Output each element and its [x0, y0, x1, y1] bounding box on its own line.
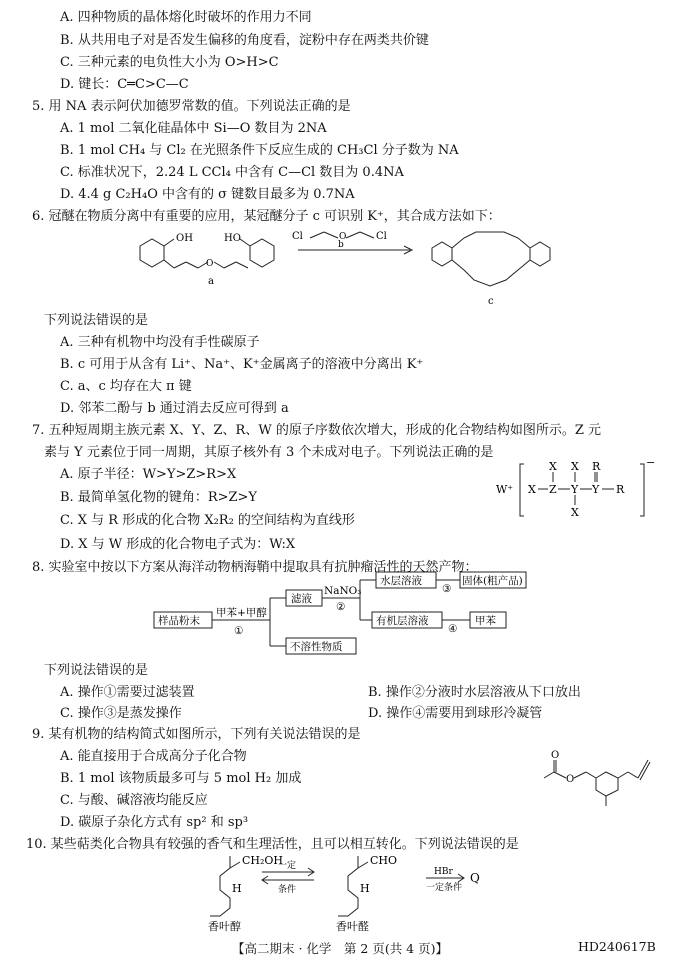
q6-label-c: c: [488, 296, 494, 307]
q6-option-d: D. 邻苯二酚与 b 通过消去反应可得到 a: [60, 401, 289, 416]
q6-label-a: a: [208, 276, 214, 287]
q8-reagent-1: 甲苯+甲醇: [216, 607, 267, 619]
q6-option-b: B. c 可用于从含有 Li⁺、Na⁺、K⁺金属离子的溶液中分离出 K⁺: [60, 357, 424, 372]
q9-option-d: D. 碳原子杂化方式有 sp² 和 sp³: [60, 815, 249, 830]
q10-name-2: 香叶醛: [336, 920, 369, 933]
q8-op-1: ①: [234, 625, 244, 637]
q8-insol-box: 不溶性物质: [290, 641, 343, 653]
q8-option-b: B. 操作②分液时水层溶液从下口放出: [368, 685, 581, 700]
q8-org-box: 有机层溶液: [376, 615, 429, 627]
q10-hbr: HBr: [434, 867, 453, 877]
q7-stem-2: 素与 Y 元素位于同一周期，其原子核外有 3 个未成对电子。下列说法正确的是: [44, 445, 494, 460]
q5-option-a: A. 1 mol 二氧化硅晶体中 Si—O 数目为 2NA: [60, 121, 327, 136]
q6-label-b: b: [338, 240, 344, 250]
q8-toluene-box: 甲苯: [475, 615, 496, 627]
q7-charge: −: [646, 456, 656, 469]
q7-x-bottom: X: [571, 506, 579, 519]
q8-aq-box: 水层溶液: [380, 575, 422, 587]
q7-option-a: A. 原子半径：W>Y>Z>R>X: [60, 467, 237, 482]
q8-op-4: ④: [448, 623, 458, 635]
q8-start-box: 样品粉末: [158, 615, 200, 627]
q8-flowchart: [150, 568, 550, 660]
q8-option-d: D. 操作④需要用到球形冷凝管: [368, 706, 543, 721]
footer-code: HD240617B: [578, 939, 656, 954]
q4-option-d: D. 键长：C═C>C—C: [60, 77, 189, 92]
q7-r-right: R: [616, 483, 625, 496]
q10-h-1: H: [232, 882, 242, 895]
q8-sub: 下列说法错误的是: [44, 663, 149, 678]
q8-filtrate-box: 滤液: [291, 593, 312, 605]
q6-reaction-figure: [120, 224, 580, 310]
q9-option-c: C. 与酸、碱溶液均能反应: [60, 793, 208, 808]
q6-oh-1: OH: [176, 233, 193, 244]
q8-option-a: A. 操作①需要过滤装置: [60, 685, 195, 700]
q6-o-a1: O: [206, 259, 214, 269]
q7-stem-1: 7. 五种短周期主族元素 X、Y、Z、R、W 的原子序数依次增大，形成的化合物结构如图所示。Z 元: [32, 423, 601, 438]
q9-o-1: O: [551, 750, 560, 761]
q10-cho: CHO: [370, 854, 398, 867]
q6-o-b: O: [339, 232, 347, 242]
q7-x-top2: X: [571, 460, 579, 473]
q4-option-a: A. 四种物质的晶体熔化时破坏的作用力不同: [60, 10, 312, 25]
q6-ho-2: HO: [224, 233, 241, 244]
q9-structure-figure: [540, 738, 660, 808]
q6-option-c: C. a、c 均存在大 π 键: [60, 379, 192, 394]
q10-reaction-figure: [190, 850, 510, 934]
q9-option-a: A. 能直接用于合成高分子化合物: [60, 749, 247, 764]
q7-x-left: X: [528, 483, 536, 496]
q10-ch2oh: CH₂OH: [242, 854, 284, 867]
q4-option-b: B. 从共用电子对是否发生偏移的角度看，淀粉中存在两类共价键: [60, 33, 429, 48]
q5-option-d: D. 4.4 g C₂H₄O 中含有的 σ 键数目最多为 0.7NA: [60, 187, 355, 202]
q9-stem: 9. 某有机物的结构简式如图所示，下列有关说法错误的是: [32, 727, 361, 742]
q10-h-2: H: [360, 882, 370, 895]
q7-y2: Y: [592, 483, 600, 496]
q6-cl-1: Cl: [292, 231, 303, 242]
q10-name-1: 香叶醇: [208, 920, 241, 933]
q6-cl-2: Cl: [376, 231, 387, 242]
q7-option-b: B. 最简单氢化物的键角：R>Z>Y: [60, 490, 258, 505]
q8-reagent-2: NaNO₃: [324, 585, 362, 597]
q7-structure-figure: [494, 458, 654, 524]
q10-cond-2: 条件: [278, 885, 297, 895]
q10-stem: 10. 某些萜类化合物具有较强的香气和生理活性，且可以相互转化。下列说法错误的是: [26, 837, 519, 852]
q7-option-d: D. X 与 W 形成的化合物电子式为：W:X: [60, 537, 296, 552]
q8-option-c: C. 操作③是蒸发操作: [60, 706, 182, 721]
q9-o-2: O: [566, 774, 575, 785]
q8-solid-box: 固体(粗产品): [462, 575, 523, 587]
q5-option-c: C. 标准状况下，2.24 L CCl₄ 中含有 C—Cl 数目为 0.4NA: [60, 165, 404, 180]
q5-option-b: B. 1 mol CH₄ 与 Cl₂ 在光照条件下反应生成的 CH₃Cl 分子数为 NA: [60, 143, 459, 158]
q6-stem: 6. 冠醚在物质分离中有重要的应用，某冠醚分子 c 可识别 K⁺，其合成方法如下：: [32, 209, 501, 224]
footer-page-info: 【高二期末 · 化学 第 2 页(共 4 页)】: [232, 941, 448, 956]
q7-z: Z: [549, 483, 557, 496]
q5-stem: 5. 用 NA 表示阿伏加德罗常数的值。下列说法正确的是: [32, 99, 351, 114]
q7-option-c: C. X 与 R 形成的化合物 X₂R₂ 的空间结构为直线形: [60, 513, 355, 528]
q10-cond-1: 一定: [278, 861, 297, 871]
q10-cond-3: 一定条件: [426, 883, 463, 893]
q9-option-b: B. 1 mol 该物质最多可与 5 mol H₂ 加成: [60, 771, 302, 786]
q6-sub: 下列说法错误的是: [44, 313, 149, 328]
q8-op-2: ②: [336, 601, 346, 613]
q7-w: W⁺: [496, 483, 514, 496]
q4-option-c: C. 三种元素的电负性大小为 O>H>C: [60, 55, 279, 70]
q10-q: Q: [470, 871, 480, 885]
q7-r-top: R: [592, 460, 601, 473]
q7-x-top1: X: [549, 460, 557, 473]
q8-stem: 8. 实验室中按以下方案从海洋动物柄海鞘中提取具有抗肿瘤活性的天然产物：: [32, 560, 478, 575]
q6-option-a: A. 三种有机物中均没有手性碳原子: [60, 335, 260, 350]
q7-y1: Y: [571, 483, 579, 496]
q8-op-3: ③: [442, 583, 452, 595]
